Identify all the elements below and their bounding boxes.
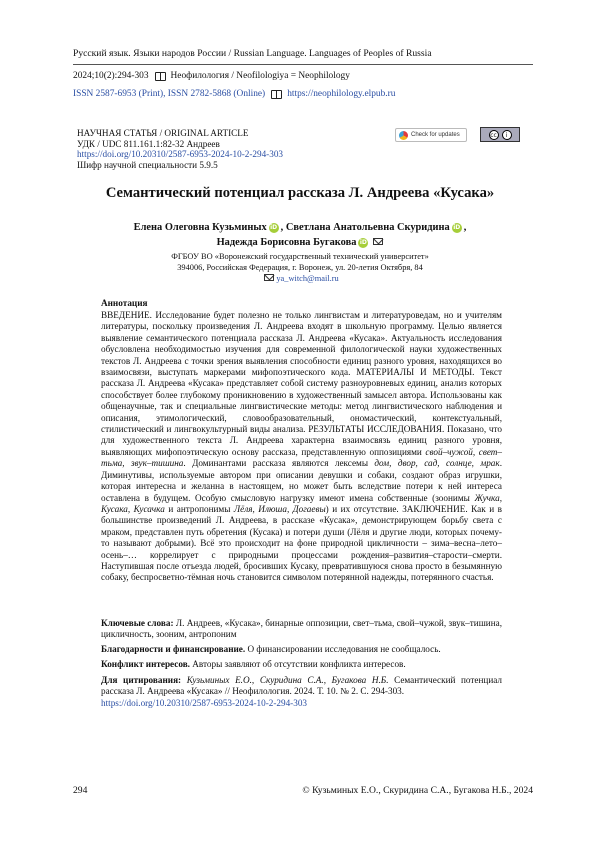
journal-section: Неофилология / Neofilologiya = Neophilology xyxy=(170,71,350,81)
page-number: 294 xyxy=(73,785,88,796)
funding-text: О финансировании исследования не сообщалось. xyxy=(245,644,441,654)
check-for-updates-label: Check for updates xyxy=(411,132,460,138)
journal-url-link[interactable]: https://neophilology.elpub.ru xyxy=(287,89,396,99)
envelope-icon xyxy=(373,238,383,245)
keywords xyxy=(101,618,502,641)
citation-authors: Кузьминых Е.О., Скуридина С.А., Бугакова Н.Б. xyxy=(181,675,389,685)
affiliation-address: 394006, Российская Федерация, г. Воронеж, ул. 20-летия Октября, 84 xyxy=(177,263,423,272)
funding xyxy=(101,644,502,655)
by-icon: i xyxy=(502,130,512,140)
issue-line xyxy=(73,71,350,81)
book-icon xyxy=(271,90,281,98)
cc-license-badge[interactable] xyxy=(480,127,520,142)
article-title: Семантический потенциал рассказа Л. Андреева «Кусака» xyxy=(105,185,495,201)
issue-info: 2024;10(2):294-303 xyxy=(73,71,149,81)
citation xyxy=(101,675,502,709)
authors-line-2 xyxy=(0,237,600,248)
citation-doi-link[interactable]: https://doi.org/10.20310/2587-6953-2024-10-2-294-303 xyxy=(101,697,308,708)
issn-line xyxy=(73,89,395,99)
orcid-icon[interactable]: iD xyxy=(453,224,461,231)
article-type: НАУЧНАЯ СТАТЬЯ / ORIGINAL ARTICLE xyxy=(77,128,249,138)
envelope-icon xyxy=(264,274,274,281)
conflict-of-interest xyxy=(101,659,502,670)
abstract-heading: Аннотация xyxy=(101,298,148,308)
header-divider xyxy=(73,64,533,65)
email-link[interactable]: ya_witch@mail.ru xyxy=(276,274,339,283)
cc-icon: cc xyxy=(490,131,497,139)
author-name: Елена Олеговна Кузьминых xyxy=(133,222,267,233)
keywords-text: Л. Андреев, «Кусака», бинарные оппозиции, свет–тьма, свой–чужой, звук–тишина, цикличность, зооним, антропоним xyxy=(101,618,502,640)
check-for-updates-button[interactable] xyxy=(395,128,467,142)
author-name: , Светлана Анатольевна Скуридина xyxy=(280,222,450,233)
citation-text: Семантический потенциал рассказа Л. Андреева «Кусака» // Неофилология. 2024. Т. 10. № 2. С. 294-303. xyxy=(101,675,502,697)
abstract-body: ВВЕДЕНИЕ. Исследование будет полезно не только лингвистам и литературоведам, но и учителям литературы, поскольку произведения Л. Андреева входят в школьную программу. Целью является выявление семантического потенциала рассказа Л. Андреева «Кусака». Актуальность исследования обусловлена необходимостью изучения для современной филологической науки художественных текстов Л. Андреева с точки зрения выявления способности единиц разного уровня, находящихся во взаимосвязи, выступать маркерами мифопоэтического кода. МАТЕРИАЛЫ И МЕТОДЫ. Текст рассказа Л. Андреева «Кусака» представляет собой систему разноуровневых единиц, анализ которых способствует более глубокому проникновению в художественный замысел автора. Использованы как общенаучные, так и специальные лингвистические методы: метод лингвистического наблюдения и описания, этимологический, словообразовательный, ономастический, контекстуальный, стилистический и лингвокультурный виды анализа. РЕЗУЛЬТАТЫ ИССЛЕДОВАНИЯ. Показано, что для художественного текста Л. Андреева характерна взаимосвязь единиц разного уровня, выявляющих мифопоэтическую основу рассказа, представленную оппозициями свой–чужой, свет–тьма, звук–тишина. Доминантами рассказа являются лексемы дом, двор, сад, солнце, мрак. Диминутивы, используемые автором при описании девушки и собаки, создают образ игрушки, которая интересна и желанна в настоящем, но может быть вследствие потери к ней интереса оставлена в будущем. Особую смысловую нагрузку имеют имена собственные (зоонимы Жучка, Кусака, Кусачка и антропонимы Лёля, Илюша, Догаевы) и их отсутствие. ЗАКЛЮЧЕНИЕ. Как и в большинстве произведений Л. Андреева, в рассказе «Кусака», демонстрирующем борьбу света с мраком, представлен путь обретения (Кусака) и потери души (Лёля и другие люди, которых почему-то называют добрыми). Всё это происходит на фоне природной цикличности – зима–весна–лето–осень–… коррелирует с природными процессами рождения–развития–старости–смерти. Наступившая после отъезда людей, бросивших Кусаку, превратившуюся снова просто в безымянную собаку, беспросветно-тёмная ночь становится символом потерянной надежды, потерянного счастья. xyxy=(101,310,503,583)
affiliation-org: ФГБОУ ВО «Воронежский государственный технический университет» xyxy=(171,252,429,261)
article-info xyxy=(77,128,283,170)
conflict-label: Конфликт интересов. xyxy=(101,659,190,669)
funding-label: Благодарности и финансирование. xyxy=(101,644,246,654)
conflict-text: Авторы заявляют об отсутствии конфликта интересов. xyxy=(189,659,406,669)
copyright: © Кузьминых Е.О., Скуридина С.А., Бугакова Н.Б., 2024 xyxy=(302,785,533,796)
journal-title-line: Русский язык. Языки народов России / Russian Language. Languages of Peoples of Russia xyxy=(73,48,432,59)
author-name: Надежда Борисовна Бугакова xyxy=(216,237,357,248)
doi-link[interactable]: https://doi.org/10.20310/2587-6953-2024-10-2-294-303 xyxy=(77,149,284,160)
authors-line-1: Елена Олеговна Кузьминых iD , Светлана Анатольевна Скуридина iD , xyxy=(133,222,467,233)
specialty-code: Шифр научной специальности 5.9.5 xyxy=(77,159,218,170)
keywords-label: Ключевые слова: xyxy=(101,618,174,628)
crossmark-icon xyxy=(399,131,408,140)
udc-code: УДК / UDC 811.161.1:82-32 Андреев xyxy=(77,138,220,149)
affiliation-email xyxy=(0,274,600,283)
citation-label: Для цитирования: xyxy=(101,675,182,685)
orcid-icon[interactable]: iD xyxy=(359,239,367,246)
book-icon xyxy=(155,72,165,80)
orcid-icon[interactable]: iD xyxy=(270,224,278,231)
issn-info: ISSN 2587-6953 (Print), ISSN 2782-5868 (Online) xyxy=(73,89,266,99)
